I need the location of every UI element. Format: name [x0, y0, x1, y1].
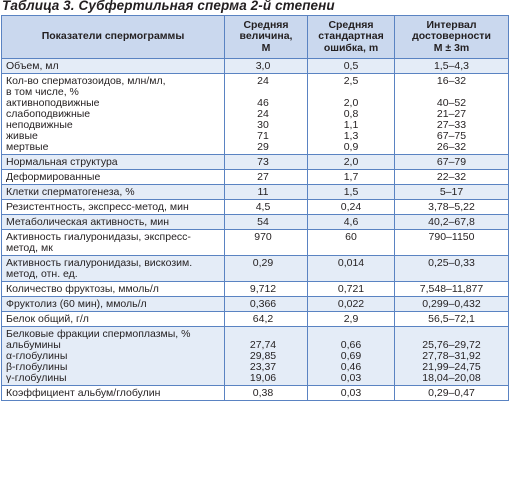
- interval-cell: [395, 230, 509, 256]
- header-se-line: стандартная: [318, 30, 384, 43]
- interval-cell-line: 26–32: [436, 141, 467, 153]
- se-cell-line: 0,022: [337, 298, 365, 310]
- indicator-cell-line: Активность гиалуронидазы, вискозим.: [6, 257, 193, 269]
- mean-cell: [225, 230, 308, 256]
- mean-cell: [225, 200, 308, 215]
- mean-cell-line: 24: [257, 75, 269, 87]
- mean-cell: [225, 327, 308, 386]
- mean-cell: [225, 185, 308, 200]
- indicator-cell-line: α-глобулины: [6, 350, 68, 362]
- header-interval-line: M ± 3m: [433, 41, 470, 54]
- table-row: [2, 170, 509, 185]
- mean-cell-line: 23,37: [249, 361, 277, 373]
- interval-cell-line: 56,5–72,1: [428, 313, 475, 325]
- indicator-cell: [2, 386, 225, 401]
- se-cell-line: 0,66: [340, 339, 362, 351]
- interval-cell: [395, 155, 509, 170]
- se-cell: [308, 297, 395, 312]
- mean-cell-line: 46: [257, 97, 269, 109]
- indicator-cell-line: Белковые фракции спермоплазмы, %: [6, 328, 191, 340]
- header-interval-line: достоверности: [412, 30, 491, 43]
- se-cell-line: 60: [345, 231, 357, 243]
- header-indicator: [2, 16, 225, 59]
- indicator-cell-line: Объем, мл: [6, 60, 59, 72]
- interval-cell: [395, 185, 509, 200]
- indicator-cell-line: β-глобулины: [6, 361, 68, 373]
- interval-cell: [395, 200, 509, 215]
- header-interval: [395, 16, 509, 59]
- indicator-cell-line: Метаболическая активность, мин: [6, 216, 170, 228]
- indicator-cell-line: альбумины: [6, 339, 61, 351]
- se-cell-line: 1,7: [343, 171, 359, 183]
- se-cell-line: 0,9: [343, 141, 359, 153]
- indicator-cell-line: в том числе, %: [6, 86, 79, 98]
- table-row: [2, 256, 509, 282]
- interval-cell-line: 21,99–24,75: [422, 361, 481, 373]
- se-cell-line: 0,03: [340, 387, 362, 399]
- interval-cell-line: 16–32: [436, 75, 467, 87]
- interval-cell-line: 27,78–31,92: [422, 350, 481, 362]
- table-row: [2, 155, 509, 170]
- indicator-cell-line: Фруктолиз (60 мин), ммоль/л: [6, 298, 147, 310]
- se-cell: [308, 59, 395, 74]
- mean-cell-line: 19,06: [249, 372, 277, 384]
- se-cell: [308, 386, 395, 401]
- table-row: [2, 282, 509, 297]
- header-mean: [225, 16, 308, 59]
- indicator-cell-line: Белок общий, г/л: [6, 313, 89, 325]
- se-cell-line: 0,8: [343, 108, 359, 120]
- interval-cell-line: 1,5–4,3: [433, 60, 470, 72]
- interval-cell: [395, 215, 509, 230]
- header-se-line: ошибка, m: [323, 41, 379, 54]
- se-cell-line: 0,5: [343, 60, 359, 72]
- se-cell: [308, 327, 395, 386]
- indicator-cell: [2, 155, 225, 170]
- interval-cell-line: 25,76–29,72: [422, 339, 481, 351]
- mean-cell: [225, 297, 308, 312]
- mean-cell-line: 54: [257, 216, 269, 228]
- indicator-cell-line: метод, мк: [6, 242, 53, 254]
- mean-cell-line: 27: [257, 171, 269, 183]
- mean-cell: [225, 59, 308, 74]
- indicator-cell: [2, 312, 225, 327]
- mean-cell-line: 11: [257, 186, 269, 198]
- table-row: [2, 215, 509, 230]
- interval-cell-line: 0,299–0,432: [422, 298, 481, 310]
- se-cell-line: 0,46: [340, 361, 362, 373]
- interval-cell-line: 40,2–67,8: [428, 216, 475, 228]
- se-cell-line: 0,721: [337, 283, 365, 295]
- mean-cell-line: 0,366: [249, 298, 277, 310]
- mean-cell: [225, 74, 308, 155]
- header-mean-line: M: [261, 41, 271, 54]
- interval-cell-line: 22–32: [436, 171, 467, 183]
- table-row: [2, 297, 509, 312]
- indicator-cell-line: неподвижные: [6, 119, 73, 131]
- table-row: [2, 386, 509, 401]
- interval-cell: [395, 282, 509, 297]
- indicator-cell-line: Коэффициент альбум/глобулин: [6, 387, 161, 399]
- se-cell-line: 0,014: [337, 257, 365, 269]
- mean-cell: [225, 312, 308, 327]
- table-row: [2, 312, 509, 327]
- interval-cell: [395, 59, 509, 74]
- mean-cell: [225, 282, 308, 297]
- indicator-cell-line: метод, отн. ед.: [6, 268, 78, 280]
- indicator-cell-line: Количество фруктозы, ммоль/л: [6, 283, 159, 295]
- interval-cell: [395, 297, 509, 312]
- se-cell: [308, 215, 395, 230]
- interval-cell-line: 3,78–5,22: [428, 201, 475, 213]
- mean-cell-line: 9,712: [249, 283, 277, 295]
- interval-cell-line: 0,29–0,47: [428, 387, 475, 399]
- header-mean-line: Средняя: [243, 18, 289, 31]
- mean-cell: [225, 170, 308, 185]
- indicator-cell-line: активноподвижные: [6, 97, 100, 109]
- mean-cell-line: 73: [257, 156, 269, 168]
- mean-cell-line: 0,29: [252, 257, 274, 269]
- interval-cell: [395, 74, 509, 155]
- interval-cell-line: 67–79: [436, 156, 467, 168]
- se-cell-line: 2,5: [343, 75, 359, 87]
- interval-cell: [395, 312, 509, 327]
- indicator-cell-line: живые: [6, 130, 38, 142]
- se-cell-line: 0,69: [340, 350, 362, 362]
- indicator-cell: [2, 297, 225, 312]
- indicator-cell-line: Клетки сперматогенеза, %: [6, 186, 135, 198]
- interval-cell-line: 40–52: [436, 97, 467, 109]
- se-cell: [308, 185, 395, 200]
- interval-cell-line: 5–17: [439, 186, 464, 198]
- table-title: Таблица 3. Субфертильная сперма 2-й степени: [2, 0, 335, 13]
- se-cell-line: 0,03: [340, 372, 362, 384]
- interval-cell: [395, 327, 509, 386]
- se-cell: [308, 230, 395, 256]
- interval-cell-line: 0,25–0,33: [428, 257, 475, 269]
- mean-cell-line: 4,5: [255, 201, 271, 213]
- interval-cell-line: 18,04–20,08: [422, 372, 481, 384]
- mean-cell-line: 29,85: [249, 350, 277, 362]
- interval-cell: [395, 170, 509, 185]
- interval-cell-line: 790–1150: [428, 231, 475, 243]
- header-se: [308, 16, 395, 59]
- table-row: [2, 327, 509, 386]
- mean-cell-line: 64,2: [252, 313, 274, 325]
- mean-cell-line: 970: [254, 231, 272, 243]
- indicator-cell-line: Нормальная структура: [6, 156, 118, 168]
- indicator-cell-line: Кол-во сперматозоидов, млн/мл,: [6, 75, 166, 87]
- header-interval-line: Интервал: [426, 18, 477, 31]
- interval-cell-line: 21–27: [436, 108, 467, 120]
- indicator-cell: [2, 327, 225, 386]
- mean-cell: [225, 215, 308, 230]
- interval-cell: [395, 256, 509, 282]
- table-row: [2, 185, 509, 200]
- indicator-cell: [2, 215, 225, 230]
- header-se-line: Средняя: [328, 18, 374, 31]
- se-cell-line: 1,5: [343, 186, 359, 198]
- se-cell: [308, 155, 395, 170]
- indicator-cell-line: Активность гиалуронидазы, экспресс-: [6, 231, 191, 243]
- indicator-cell: [2, 170, 225, 185]
- mean-cell-line: 0,38: [252, 387, 274, 399]
- table-row: [2, 74, 509, 155]
- se-cell-line: 0,24: [340, 201, 362, 213]
- header-indicator-line: Показатели спермограммы: [41, 30, 185, 43]
- indicator-cell: [2, 282, 225, 297]
- indicator-cell-line: Деформированные: [6, 171, 101, 183]
- se-cell: [308, 282, 395, 297]
- table-header-row: [2, 16, 509, 59]
- se-cell: [308, 200, 395, 215]
- indicator-cell-line: слабоподвижные: [6, 108, 91, 120]
- table-row: [2, 59, 509, 74]
- mean-cell-line: 24: [257, 108, 269, 120]
- se-cell-line: 1,1: [343, 119, 359, 131]
- se-cell-line: 2,0: [343, 97, 359, 109]
- indicator-cell: [2, 256, 225, 282]
- header-mean-line: величина,: [239, 30, 293, 43]
- indicator-cell: [2, 200, 225, 215]
- indicator-cell: [2, 59, 225, 74]
- table-row: [2, 230, 509, 256]
- interval-cell-line: 27–33: [436, 119, 467, 131]
- spermogram-table: [1, 15, 509, 401]
- mean-cell: [225, 256, 308, 282]
- se-cell: [308, 170, 395, 185]
- mean-cell-line: 30: [257, 119, 269, 131]
- interval-cell: [395, 386, 509, 401]
- indicator-cell-line: γ-глобулины: [6, 372, 67, 384]
- mean-cell: [225, 155, 308, 170]
- se-cell-line: 4,6: [343, 216, 359, 228]
- indicator-cell-line: мертвые: [6, 141, 49, 153]
- indicator-cell: [2, 74, 225, 155]
- se-cell: [308, 312, 395, 327]
- indicator-cell: [2, 185, 225, 200]
- se-cell-line: 1,3: [343, 130, 359, 142]
- se-cell: [308, 256, 395, 282]
- table-row: [2, 200, 509, 215]
- indicator-cell-line: Резистентность, экспресс-метод, мин: [6, 201, 189, 213]
- interval-cell-line: 67–75: [436, 130, 467, 142]
- mean-cell-line: 27,74: [249, 339, 277, 351]
- se-cell-line: 2,9: [343, 313, 359, 325]
- mean-cell-line: 71: [257, 130, 269, 142]
- mean-cell-line: 3,0: [255, 60, 271, 72]
- indicator-cell: [2, 230, 225, 256]
- mean-cell-line: 29: [257, 141, 269, 153]
- interval-cell-line: 7,548–11,877: [419, 283, 484, 295]
- se-cell: [308, 74, 395, 155]
- mean-cell: [225, 386, 308, 401]
- se-cell-line: 2,0: [343, 156, 359, 168]
